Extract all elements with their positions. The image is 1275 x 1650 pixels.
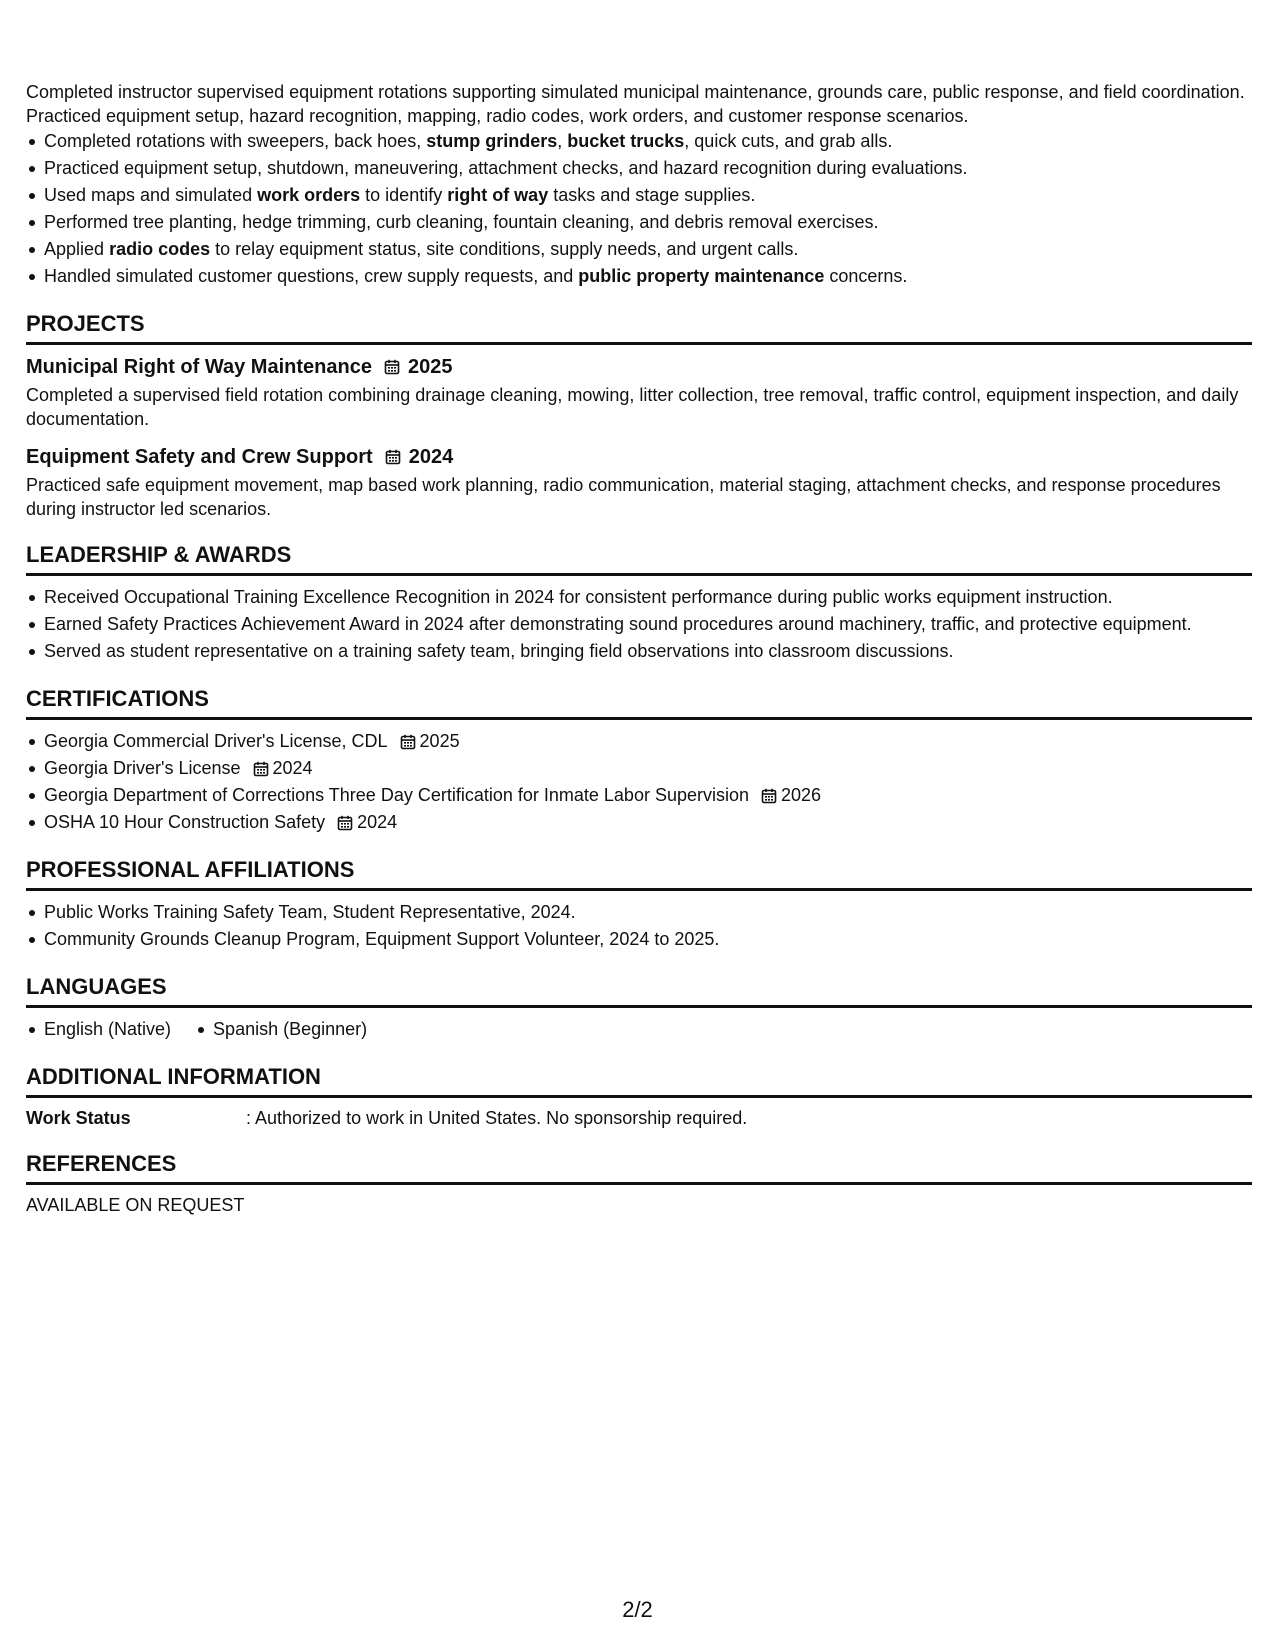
- bullet-text: to relay equipment status, site conditions, supply needs, and urgent calls.: [210, 239, 799, 259]
- list-item: [26, 782, 1252, 809]
- list-item: [26, 182, 1252, 209]
- cert-year: 2024: [272, 758, 313, 778]
- list-item: Earned Safety Practices Achievement Award in 2024 after demonstrating sound procedures around machinery, traffic, and protective equipment.: [26, 611, 1252, 638]
- cert-name: Georgia Driver's License: [44, 758, 241, 778]
- bullet-keyword: stump grinders: [426, 131, 558, 151]
- bullet-text: ,: [557, 131, 568, 151]
- section-title-additional-info: ADDITIONAL INFORMATION: [26, 1063, 1252, 1098]
- list-item: [26, 236, 1252, 263]
- project-year: 2025: [407, 356, 453, 378]
- section-title-certifications: CERTIFICATIONS: [26, 685, 1252, 720]
- calendar-icon: [400, 734, 416, 750]
- calendar-icon: [384, 359, 400, 375]
- list-item: [26, 155, 1252, 182]
- references-text: AVAILABLE ON REQUEST: [26, 1195, 245, 1215]
- bullet-text: Handled simulated customer questions, crew supply requests, and: [44, 266, 579, 286]
- bullet-text: to identify: [360, 185, 448, 205]
- leadership-list: [26, 584, 1252, 665]
- calendar-icon: [761, 788, 777, 804]
- project-heading: [26, 443, 1252, 471]
- bullet-text: , quick cuts, and grab alls.: [684, 131, 893, 151]
- list-item: [26, 263, 1252, 290]
- cert-name: Georgia Commercial Driver's License, CDL: [44, 731, 388, 751]
- section-title-affiliations: PROFESSIONAL AFFILIATIONS: [26, 856, 1252, 891]
- section-title-references: REFERENCES: [26, 1150, 1252, 1185]
- experience-bullets: [26, 128, 1252, 290]
- cert-name: Georgia Department of Corrections Three Day Certification for Inmate Labor Supervision: [44, 785, 749, 805]
- section-title-languages: LANGUAGES: [26, 973, 1252, 1008]
- bullet-keyword: bucket trucks: [567, 131, 685, 151]
- bullet-keyword: radio codes: [109, 239, 211, 259]
- project-description: Completed a supervised field rotation combining drainage cleaning, mowing, litter collection, tree removal, traffic control, equipment inspection, and daily documentation.: [26, 385, 1239, 429]
- bullet-text: concerns.: [824, 266, 908, 286]
- resume-page: [26, 80, 1252, 1217]
- list-item: Spanish (Beginner): [195, 1016, 367, 1043]
- languages-list: [26, 1016, 1252, 1043]
- bullet-text: Performed tree planting, hedge trimming, curb cleaning, fountain cleaning, and debris removal exercises.: [44, 212, 879, 232]
- list-item: Community Grounds Cleanup Program, Equipment Support Volunteer, 2024 to 2025.: [26, 926, 1252, 953]
- certifications-list: [26, 728, 1252, 836]
- list-item: Public Works Training Safety Team, Student Representative, 2024.: [26, 899, 1252, 926]
- list-item: Received Occupational Training Excellence Recognition in 2024 for consistent performance during public works equipment instruction.: [26, 584, 1252, 611]
- list-item: [26, 209, 1252, 236]
- bullet-text: Applied: [44, 239, 110, 259]
- bullet-text: Used maps and simulated: [44, 185, 258, 205]
- list-item: [26, 728, 1252, 755]
- calendar-icon: [385, 449, 401, 465]
- list-item: [26, 128, 1252, 155]
- list-item: [26, 809, 1252, 836]
- cert-year: 2026: [781, 785, 822, 805]
- bullet-keyword: work orders: [257, 185, 361, 205]
- bullet-keyword: right of way: [447, 185, 549, 205]
- cert-year: 2025: [419, 731, 460, 751]
- list-item: [26, 755, 1252, 782]
- calendar-icon: [253, 761, 269, 777]
- bullet-text: Completed rotations with sweepers, back hoes,: [44, 131, 427, 151]
- experience-summary: Completed instructor supervised equipment rotations supporting simulated municipal maintenance, grounds care, public response, and field coordination. Practiced equipment setup, hazard recognition, mapping, radio codes, work orders, and customer response scenarios.: [26, 82, 1245, 126]
- work-status-label: Work Status: [26, 1108, 131, 1128]
- list-item: English (Native): [26, 1016, 171, 1043]
- work-status-row: [26, 1106, 1252, 1130]
- bullet-keyword: public property maintenance: [578, 266, 825, 286]
- project-description: Practiced safe equipment movement, map based work planning, radio communication, material staging, attachment checks, and response procedures during instructor led scenarios.: [26, 475, 1221, 519]
- work-status-value: : Authorized to work in United States. No sponsorship required.: [246, 1108, 748, 1128]
- bullet-text: Practiced equipment setup, shutdown, maneuvering, attachment checks, and hazard recognition during evaluations.: [44, 158, 968, 178]
- bullet-text: tasks and stage supplies.: [548, 185, 756, 205]
- section-title-leadership: LEADERSHIP & AWARDS: [26, 541, 1252, 576]
- list-item: Served as student representative on a training safety team, bringing field observations into classroom discussions.: [26, 638, 1252, 665]
- cert-name: OSHA 10 Hour Construction Safety: [44, 812, 326, 832]
- project-heading: [26, 353, 1252, 381]
- project-name: Municipal Right of Way Maintenance: [26, 356, 372, 378]
- project-year: 2024: [408, 446, 454, 468]
- project-name: Equipment Safety and Crew Support: [26, 446, 373, 468]
- page-number: 2/2: [622, 1597, 653, 1622]
- calendar-icon: [337, 815, 353, 831]
- cert-year: 2024: [357, 812, 398, 832]
- section-title-projects: PROJECTS: [26, 310, 1252, 345]
- affiliations-list: [26, 899, 1252, 953]
